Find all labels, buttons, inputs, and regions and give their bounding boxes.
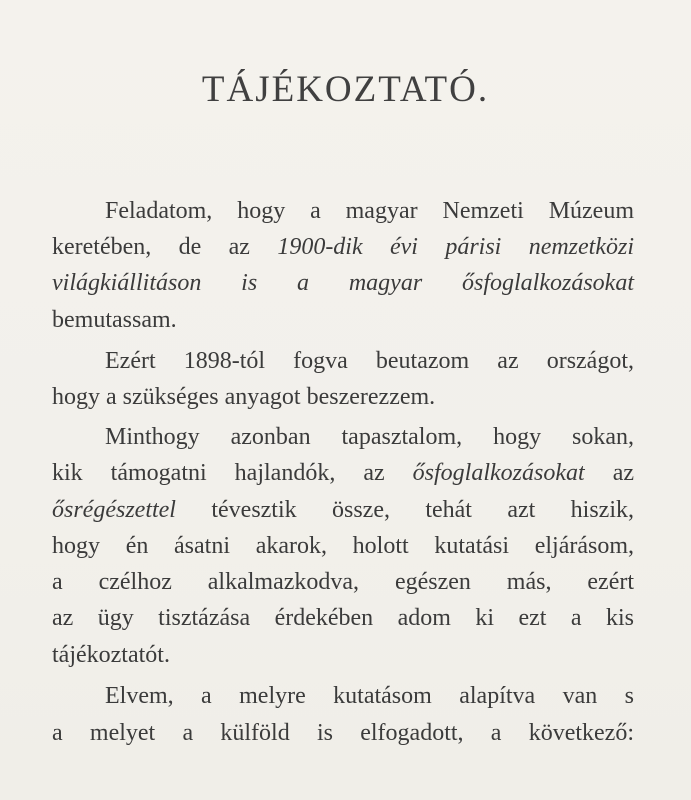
text-segment: az ügy tisztázása érdekében adom ki ezt a kis (52, 605, 634, 631)
text-line (52, 640, 634, 670)
text-line (52, 531, 634, 561)
text-segment: hogy én ásatni akarok, holott kutatási eljárásom, (52, 533, 634, 559)
text-segment: hogy a szükséges anyagot beszerezzem. (52, 384, 436, 410)
text-line (52, 458, 634, 488)
page-title: TÁJÉKOZTATÓ. (201, 69, 490, 110)
text-segment: a czélhoz alkalmazkodva, egészen más, ezért (52, 569, 634, 595)
italic-text-segment: ősrégészettel (52, 497, 176, 523)
text-segment: Minthogy azonban tapasztalom, hogy sokan, (105, 424, 634, 450)
italic-text-segment: 1900-dik évi párisi nemzetközi (277, 234, 634, 260)
text-segment: bemutassam. (52, 307, 177, 333)
text-segment: Elvem, a melyre kutatásom alapítva van s (105, 683, 634, 709)
text-line (52, 567, 634, 597)
text-line (105, 681, 634, 711)
text-line (52, 305, 634, 335)
text-line (52, 268, 634, 298)
text-segment: kik támogatni hajlandók, az (52, 460, 413, 486)
text-line (105, 422, 634, 452)
text-segment: Feladatom, hogy a magyar Nemzeti Múzeum (105, 198, 634, 224)
text-line (52, 382, 634, 412)
text-line (52, 232, 634, 262)
text-line (52, 718, 634, 748)
text-line (105, 346, 634, 376)
text-segment: tájékoztatót. (52, 642, 170, 668)
italic-text-segment: ősfoglalkozásokat (412, 460, 585, 486)
text-segment: Ezért 1898-tól fogva beutazom az országot, (105, 348, 634, 374)
italic-text-segment: világkiállitáson is a magyar ősfoglalkozásokat (52, 270, 634, 296)
text-segment: a melyet a külföld is elfogadott, a következő: (52, 720, 634, 746)
text-segment: keretében, de az (52, 234, 278, 260)
text-line (52, 495, 634, 525)
text-line (105, 196, 634, 226)
text-segment: tévesztik össze, tehát azt hiszik, (175, 497, 634, 523)
text-line (52, 603, 634, 633)
text-segment: az (584, 460, 634, 486)
